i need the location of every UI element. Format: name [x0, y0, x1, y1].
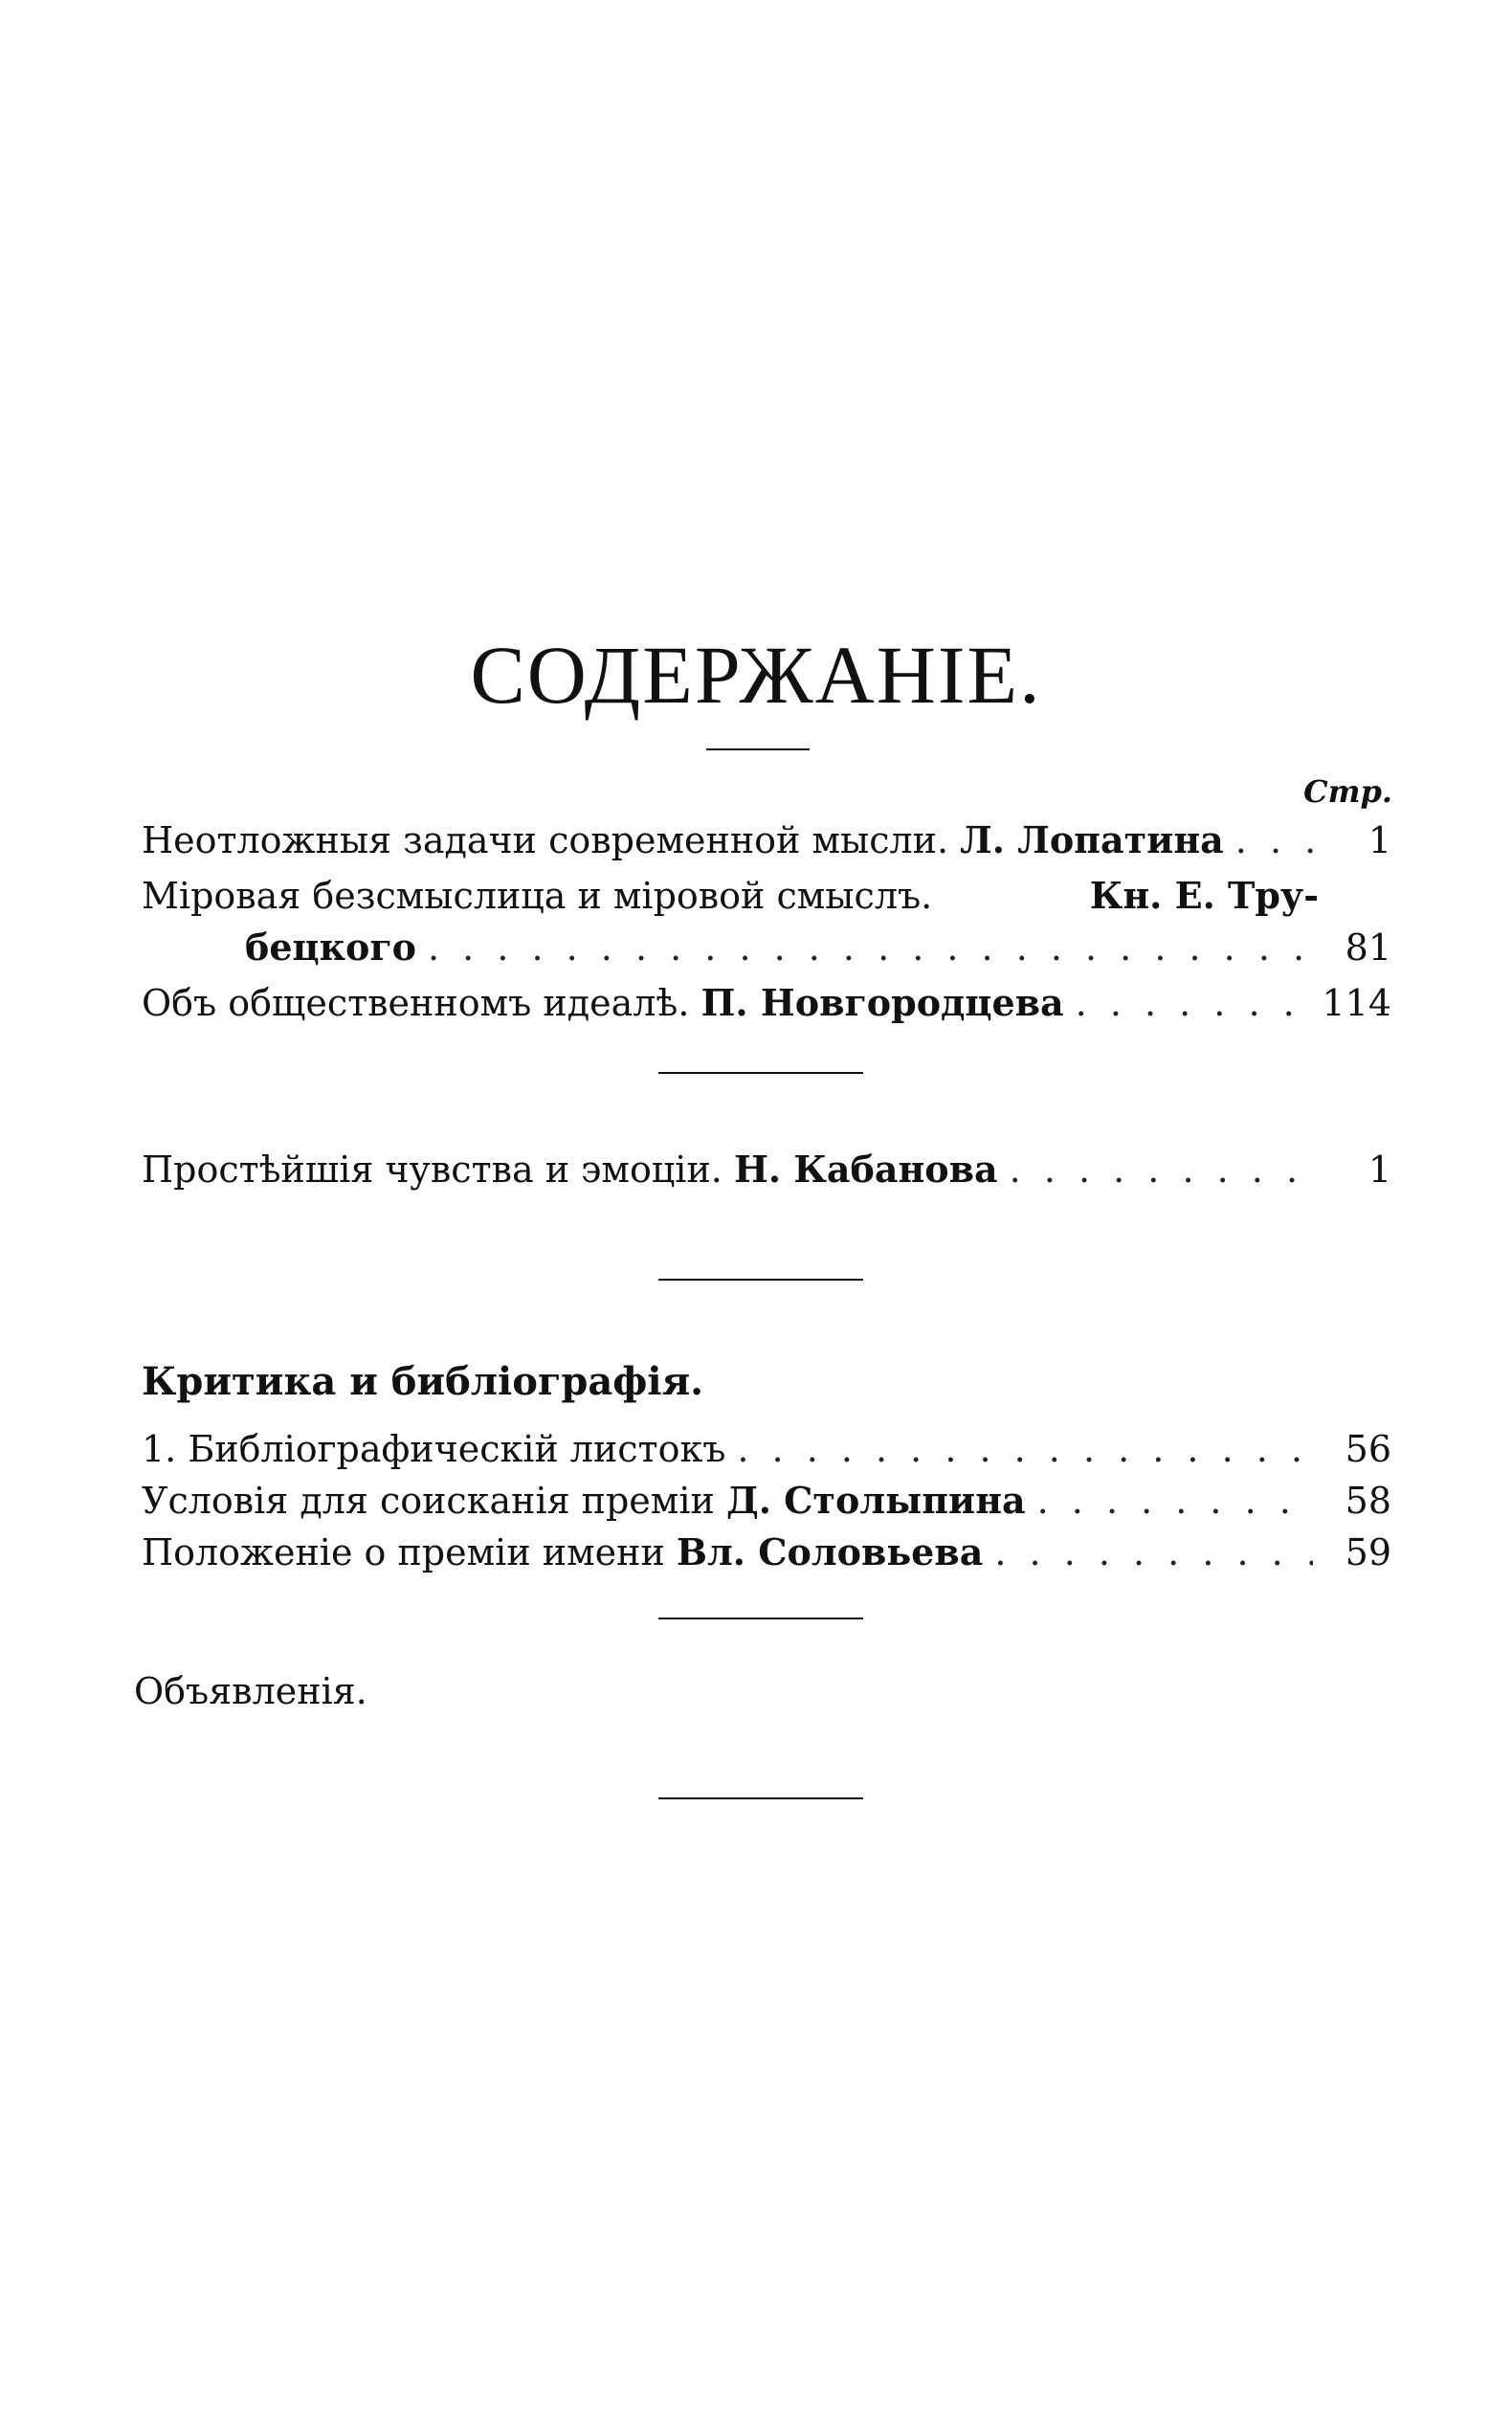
dot-leader [1010, 1145, 1313, 1194]
ads-label[interactable]: Объявленія. [134, 1670, 367, 1712]
dot-leader [1235, 815, 1313, 865]
toc-entry[interactable] [142, 1424, 1391, 1474]
dot-leader [428, 923, 1313, 972]
page-title: СОДЕРЖАНІЕ. [470, 629, 1042, 721]
toc-entry-page: 1 [1367, 819, 1391, 861]
toc-entry[interactable] [142, 978, 1391, 1028]
section-divider [658, 1279, 863, 1281]
toc-entry-title: Объ общественномъ идеалѣ. П. Новгородцева [142, 981, 1064, 1024]
toc-entry-author: Кн. Е. Тру- [1089, 874, 1319, 917]
toc-entry-line2[interactable] [245, 923, 1391, 972]
toc-entry-title: Неотложныя задачи современной мысли. Л. Лопатина [142, 818, 1224, 861]
section-divider [658, 1072, 863, 1074]
toc-entry-page: 59 [1345, 1531, 1391, 1573]
dot-leader [1037, 1476, 1313, 1526]
toc-entry-line1[interactable] [142, 871, 1319, 921]
toc-entry[interactable] [142, 815, 1391, 865]
toc-entry-title: Міровая безсмыслица и міровой смыслъ. [142, 875, 933, 917]
toc-entry-author: Вл. Соловьева [676, 1530, 984, 1573]
title-rule [706, 748, 810, 750]
toc-entry[interactable] [142, 1145, 1391, 1194]
toc-entry-title: Положеніе о преміи имени Вл. Соловьева [142, 1530, 984, 1573]
toc-entry-author: Л. Лопатина [960, 818, 1224, 861]
toc-entry-page: 1 [1367, 1149, 1391, 1191]
section-divider [658, 1618, 863, 1619]
toc-entry-author: бецкого [245, 926, 417, 969]
dot-leader [1076, 978, 1311, 1028]
toc-entry-author: Д. Столыпина [725, 1479, 1026, 1522]
toc-entry-page: 114 [1322, 982, 1391, 1024]
dot-leader [737, 1424, 1313, 1474]
toc-entry-title: 1. Библіографическій листокъ [142, 1428, 726, 1470]
toc-entry-page: 58 [1345, 1480, 1391, 1522]
section-divider [658, 1797, 863, 1799]
toc-entry-title: Условія для соисканія преміи Д. Столыпина [142, 1479, 1026, 1522]
toc-entry-title: Простѣйшія чувства и эмоціи. Н. Кабанова [142, 1148, 998, 1191]
toc-entry-author: П. Новгородцева [700, 981, 1064, 1024]
toc-entry[interactable] [142, 1476, 1391, 1526]
section-heading: Критика и библіографія. [142, 1359, 704, 1404]
toc-entry-author: Н. Кабанова [733, 1148, 998, 1191]
toc-entry[interactable] [142, 1528, 1391, 1577]
toc-entry-page: 81 [1345, 926, 1391, 969]
toc-entry-page: 56 [1345, 1428, 1391, 1470]
dot-leader [994, 1528, 1313, 1577]
page-column-label: Стр. [1303, 773, 1392, 810]
